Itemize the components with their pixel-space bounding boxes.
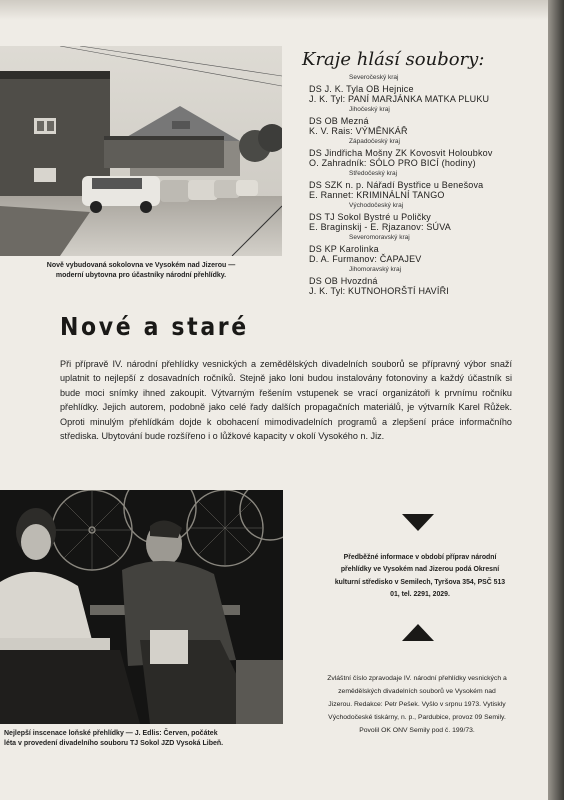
caption-line: Nově vybudovaná sokolovna ve Vysokém nad Jizerou —: [46, 262, 236, 269]
region-name: Západočeský kraj: [349, 137, 400, 145]
play-entry: [309, 254, 539, 265]
region-name: Středočeský kraj: [349, 169, 398, 177]
triangle-up-icon: [402, 624, 434, 641]
sokolovna-photo-caption: [0, 261, 282, 281]
sokolovna-photo: [0, 46, 282, 256]
region-block: [309, 201, 539, 233]
play-note: (hodiny): [438, 158, 476, 169]
ensemble-name: DS J. K. Tyla OB Hejnice: [309, 83, 414, 94]
region-block: [309, 169, 539, 201]
caption-line: Nejlepší inscenace loňské přehlídky — J. Edlis: Červen, počátek: [4, 730, 218, 737]
triangle-down-icon: [402, 514, 434, 531]
ensemble-name: DS Jindřicha Mošny ZK Kovosvit Holoubkov: [309, 147, 493, 158]
article-heading: Nové a staré: [60, 312, 249, 341]
play-entry: [309, 158, 539, 169]
play-title: KRIMINÁLNÍ TANGO: [356, 190, 445, 201]
region-block: [309, 137, 539, 169]
play-author: O. Zahradník:: [309, 158, 370, 169]
region-block: [309, 73, 539, 105]
region-name: Východočeský kraj: [349, 201, 404, 209]
region-block: [309, 105, 539, 137]
region-name: Jihomoravský kraj: [349, 265, 402, 273]
ensemble-name: DS TJ Sokol Bystré u Poličky: [309, 211, 431, 222]
info-notice: Předběžné informace v období příprav národní přehlídky ve Vysokém nad Jizerou podá Okresní kulturní středisko v Semilech, Tyršova 354, PSČ 513 01, tel. 2291, 2029.: [334, 554, 506, 598]
ensemble-name: DS OB Mezná: [309, 115, 369, 126]
play-entry: [309, 190, 539, 201]
play-title: SÓLO PRO BICÍ: [369, 158, 439, 169]
page-edge-shadow: [548, 0, 564, 800]
region-name: Jihočeský kraj: [349, 105, 390, 113]
play-title: VÝMĚNKÁŘ: [355, 126, 408, 137]
caption-line: moderní ubytovna pro účastníky národní přehlídky.: [55, 272, 227, 279]
ensembles-title: Kraje hlásí soubory:: [302, 49, 485, 70]
theatre-photo-image: [0, 490, 283, 724]
play-title: PANÍ MARJÁNKA MATKA PLUKU: [348, 94, 490, 105]
ensemble-name: DS SZK n. p. Nářadí Bystřice u Benešova: [309, 179, 484, 190]
play-entry: [309, 94, 539, 105]
page-top-shadow: [0, 0, 548, 20]
play-entry: [309, 126, 539, 137]
play-author: E. Braginskij - E. Rjazanov:: [309, 222, 427, 233]
ensemble-name: DS OB Hvozdná: [309, 275, 378, 286]
play-author: J. K. Tyl:: [309, 286, 349, 297]
region-block: [309, 233, 539, 265]
region-name: Severočeský kraj: [349, 74, 399, 81]
theatre-photo-caption: [4, 729, 304, 749]
play-entry: [309, 286, 539, 297]
region-block: [309, 265, 539, 297]
play-author: K. V. Rais:: [309, 126, 356, 137]
region-name: Severomoravský kraj: [349, 233, 410, 241]
sokolovna-photo-image: [0, 46, 282, 256]
colophon: Zvláštní číslo zpravodaje IV. národní přehlídky vesnických a zemědělských divadelních souborů ve Vysokém nad Jizerou. Redakce: Petr Pešek. Vyšlo v srpnu 1973. Vytiskly Východočeské tiskárny, n. p., Pardubice, provoz 09 Semily. Povolil OK ONV Semily pod č. 199/73.: [327, 675, 507, 734]
caption-line: léta v provedení divadelního souboru TJ Sokol JZD Vysoká Libeň.: [4, 740, 224, 747]
ensemble-name: DS KP Karolinka: [309, 243, 379, 254]
play-author: J. K. Tyl:: [309, 94, 349, 105]
theatre-photo: [0, 490, 283, 724]
play-title: SÚVA: [426, 222, 451, 233]
play-author: E. Rannet:: [309, 190, 357, 201]
ensembles-list: [309, 73, 539, 297]
article-body: Při přípravě IV. národní přehlídky vesnických a zemědělských divadelních souborů se přípravný výbor snaží uplatnit to nejlepší z dosavadních ročníků. Stejně jako loni budou instalovány fotonoviny a každý účastník si bude moci snímky ihned zakoupit. Výtvarným řešením vstupenek se vrací organizátoři k prvnímu ročníku přehlídky. Jejich autorem, podobně jako celé řady dalších propagačních materiálů, je výtvarník Karel Růžek. Oproti minulým přehlídkám dojde k obohacení mimodivadelních programů a zlepšení práce informačního střediska. Ubytování bude rozšířeno i o lůžkové kapacity v okolí Vysokého n. Jiz.: [60, 359, 512, 442]
play-title: ČAPAJEV: [379, 254, 422, 265]
play-title: KUTNOHORŠTÍ HAVÍŘI: [348, 286, 449, 297]
play-author: D. A. Furmanov:: [309, 254, 380, 265]
play-entry: [309, 222, 539, 233]
